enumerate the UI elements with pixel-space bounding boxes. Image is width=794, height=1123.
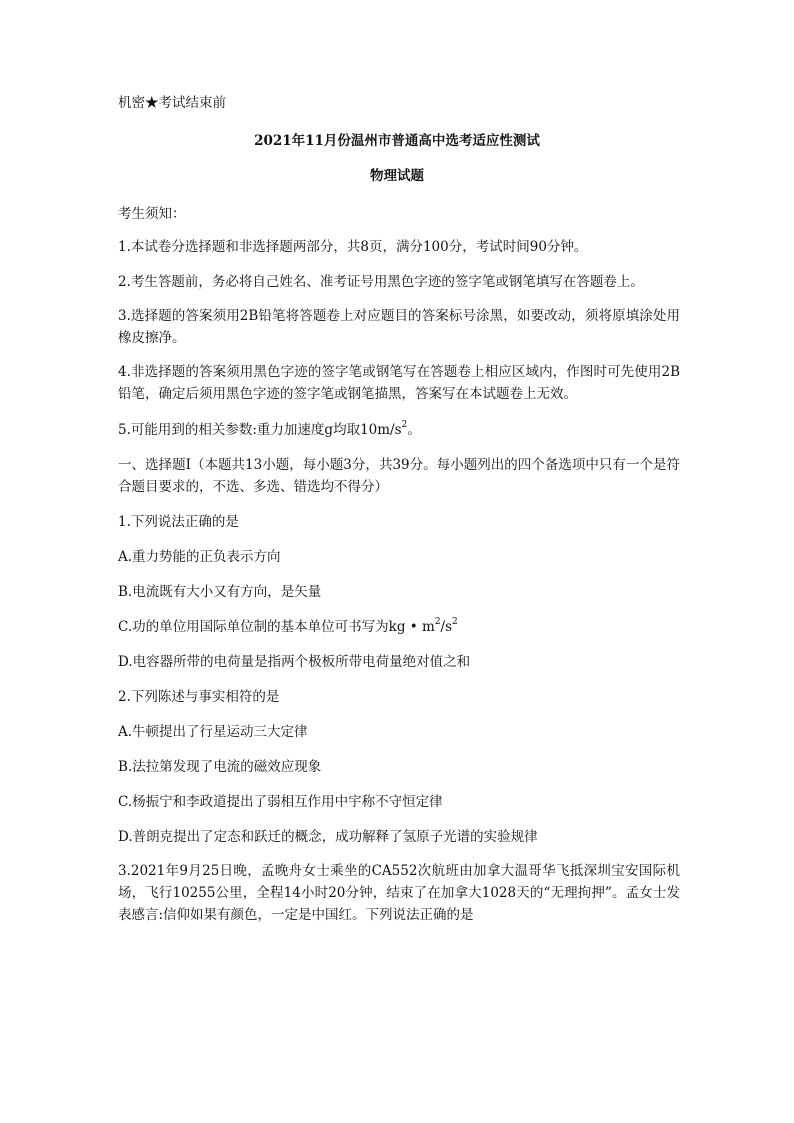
question-2-stem: 2.下列陈述与事实相符的是 [118, 689, 280, 705]
notice-item-3: 3.选择题的答案须用2B铅笔将答题卷上对应题目的答案标号涂黑，如要改动，须将原填涂处用橡皮擦净。 [118, 308, 680, 346]
question-2-option-c: C.杨振宁和李政道提出了弱相互作用中宇称不守恒定律 [118, 794, 443, 810]
exam-title: 2021年11月份温州市普通高中选考适应性测试 [254, 133, 540, 149]
question-2-option-d: D.普朗克提出了定态和跃迁的概念，成功解释了氢原子光谱的实验规律 [118, 829, 538, 845]
section-heading: 一、选择题Ⅰ（本题共13小题，每小题3分，共39分。每小题列出的四个备选项中只有一个是符合题目要求的，不选、多选、错选均不得分） [118, 457, 680, 495]
notice-item-2: 2.考生答题前，务必将自己姓名、准考证号用黑色字迹的签字笔或钢笔填写在答题卷上。 [118, 274, 644, 290]
notice-item-5: 5.可能用到的相关参数:重力加速度g均取$10m/s^2$。 [118, 420, 421, 438]
question-2-option-a: A.牛顿提出了行星运动三大定律 [118, 724, 308, 740]
confidential-label: 机密★考试结束前 [118, 95, 226, 111]
question-2-option-b: B.法拉第发现了电流的磁效应现象 [118, 759, 322, 775]
notice-heading: 考生须知： [118, 206, 186, 222]
question-1-option-c: C.功的单位用国际单位制的基本单位可书写为kg • $m^2/s^2$ [118, 617, 458, 635]
question-1-option-d: D.电容器所带的电荷量是指两个极板所带电荷量绝对值之和 [118, 654, 471, 670]
subject-title: 物理试题 [370, 168, 424, 184]
question-3-stem: 3.2021年9月25日晚，孟晚舟女士乘坐的CA552次航班由加拿大温哥华飞抵深圳宝安国际机场，飞行10255公里，全程14小时20分钟，结束了在加拿大1028天的“无理拘押”。孟女士发表感言:信仰如果有颜色，一定是中国红。下列说法正确的是 [118, 863, 680, 923]
notice-item-1: 1.本试卷分选择题和非选择题两部分，共8页，满分100分，考试时间90分钟。 [118, 239, 588, 255]
question-1-stem: 1.下列说法正确的是 [118, 514, 239, 530]
question-1-option-b: B.电流既有大小又有方向，是矢量 [118, 584, 322, 600]
question-1-option-a: A.重力势能的正负表示方向 [118, 549, 281, 565]
notice-item-4: 4.非选择题的答案须用黑色字迹的签字笔或钢笔写在答题卷上相应区域内，作图时可先使用2B铅笔，确定后须用黑色字迹的签字笔或钢笔描黑，答案写在本试题卷上无效。 [118, 364, 680, 402]
